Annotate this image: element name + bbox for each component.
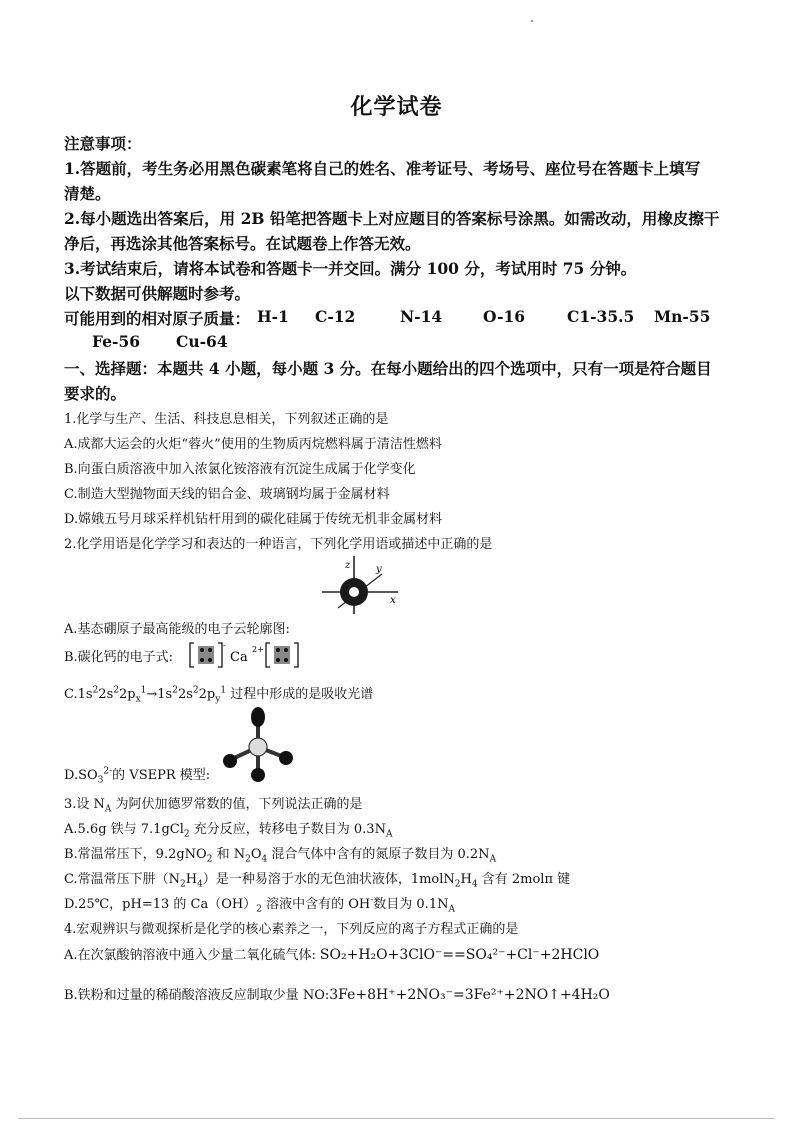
axis-label-z: z bbox=[345, 560, 351, 571]
q2-option-a: A.基态硼原子最高能级的电子云轮廓图: bbox=[64, 622, 290, 637]
page-title: 化学试卷 bbox=[350, 94, 443, 120]
notice-item-2: 2.每小题选出答案后，用 2B 铅笔把答题卡上对应题目的答案标号涂黑。如需改动，用橡皮擦干 bbox=[64, 209, 720, 228]
notice-heading: 注意事项： bbox=[64, 134, 142, 153]
mass-cu: Cu-64 bbox=[176, 332, 228, 351]
mass-o: O-16 bbox=[483, 307, 526, 326]
q3-option-c: C.常温常压下肼$(N_2H_4)$是一种易溶于水的无色油状液体，$1molN_2H_4$ 含有 2molπ 键 bbox=[64, 872, 571, 890]
axis-label-y: y bbox=[376, 564, 382, 575]
q2-option-d: $D.SO_3^{2-}$的 VSEPR 模型: bbox=[64, 766, 211, 786]
q1-stem: 1.化学与生产、生活、科技息息相关，下列叙述正确的是 bbox=[64, 412, 389, 427]
q2-option-b: B.碳化钙的电子式: bbox=[64, 650, 174, 665]
ca-ion: Ca bbox=[230, 650, 248, 665]
q1-option-d: D.嫦娥五号月球采样机钻杆用到的碳化硅属于传统无机非金属材料 bbox=[64, 512, 443, 527]
section-1-heading-cont: 要求的。 bbox=[64, 384, 127, 403]
mass-h: H-1 bbox=[257, 307, 289, 326]
q3-stem: 3.设 $N_A$ 为阿伏加德罗常数的值，下列说法正确的是 bbox=[64, 797, 363, 815]
mass-n: N-14 bbox=[400, 307, 443, 326]
q4-stem: 4.宏观辨识与微观探析是化学的核心素养之一，下列反应的离子方程式正确的是 bbox=[64, 922, 519, 937]
q1-option-c: C.制造大型抛物面天线的铝合金、玻璃钢均属于金属材料 bbox=[64, 487, 390, 502]
ca-charge: 2+ bbox=[252, 645, 264, 654]
atomic-mass-row bbox=[64, 307, 744, 329]
q1-option-b: B.向蛋白质溶液中加入浓氯化铵溶液有沉淀生成属于化学变化 bbox=[64, 462, 416, 477]
mass-c: C-12 bbox=[315, 307, 356, 326]
q4-a-equation: SO₂+H₂O+3ClO⁻==SO₄²⁻+Cl⁻+2HClO bbox=[319, 947, 600, 963]
calcium-carbide-electron-formula bbox=[188, 640, 300, 670]
orbital-diagram bbox=[318, 552, 402, 618]
q4-option-a: A.在次氯酸钠溶液中通入少量二氧化硫气体: SO₂+H₂O+3ClO⁻==SO₄²⁻+Cl⁻+2HClO bbox=[64, 947, 600, 963]
notice-item-3: 3.考试结束后，请将本试卷和答题卡一并交回。满分 100 分，考试用时 75 分钟。 bbox=[64, 259, 637, 278]
q3-option-d: D.25℃，pH=13 的 $Ca(OH)_2$ 溶液中含有的 OH-数目为 $0.1N_A$ bbox=[64, 895, 455, 915]
svg-text:-: - bbox=[223, 641, 226, 650]
so3-vsepr-model bbox=[218, 705, 298, 783]
q3-option-a: A.5.6g 铁与 7.1gCl$_2$ 充分反应，转移电子数目为 $0.3N_A$ bbox=[64, 822, 393, 840]
q2-stem: 2.化学用语是化学学习和表达的一种语言，下列化学用语或描述中正确的是 bbox=[64, 537, 493, 552]
scan-dot bbox=[531, 20, 533, 22]
mass-label: 可能用到的相对原子质量： bbox=[64, 309, 251, 328]
q1-option-a: A.成都大运会的火炬“蓉火”使用的生物质丙烷燃料属于清洁性燃料 bbox=[64, 437, 442, 452]
page-bottom-edge bbox=[18, 1118, 775, 1119]
data-intro: 以下数据可供解题时参考。 bbox=[64, 284, 251, 303]
orbital-nucleus bbox=[349, 587, 359, 597]
mass-cl: C1-35.5 bbox=[567, 307, 635, 326]
q4-option-b: B.铁粉和过量的稀硝酸溶液反应制取少量 NO:3Fe+8H⁺+2NO₃⁻=3Fe²⁺+2NO↑+4H₂O bbox=[64, 987, 610, 1003]
axis-label-x: x bbox=[390, 595, 396, 606]
q4-b-equation: 3Fe+8H⁺+2NO₃⁻=3Fe²⁺+2NO↑+4H₂O bbox=[329, 987, 610, 1003]
mass-mn: Mn-55 bbox=[654, 307, 711, 326]
q3-option-b: B.常温常压下，9.2gNO$_2$ 和 $N_2O_4$ 混合气体中含有的氮原子数目为 $0.2N_A$ bbox=[64, 847, 497, 865]
q2-option-c: $C.1s^22s^22p_x^1\to 1s^22s^22p_y^1$ 过程中形成的是吸收光谱 bbox=[64, 685, 374, 705]
notice-item-1-cont: 清楚。 bbox=[64, 184, 111, 203]
notice-item-1: 1.答题前，考生务必用黑色碳素笔将自己的姓名、准考证号、考场号、座位号在答题卡上填写 bbox=[64, 159, 701, 178]
notice-item-2-cont: 净后，再选涂其他答案标号。在试题卷上作答无效。 bbox=[64, 234, 421, 253]
mass-fe: Fe-56 bbox=[92, 332, 141, 351]
section-1-heading: 一、选择题：本题共 4 小题，每小题 3 分。在每小题给出的四个选项中，只有一项是符合题目 bbox=[64, 359, 712, 378]
atomic-mass-row-2 bbox=[92, 332, 292, 354]
